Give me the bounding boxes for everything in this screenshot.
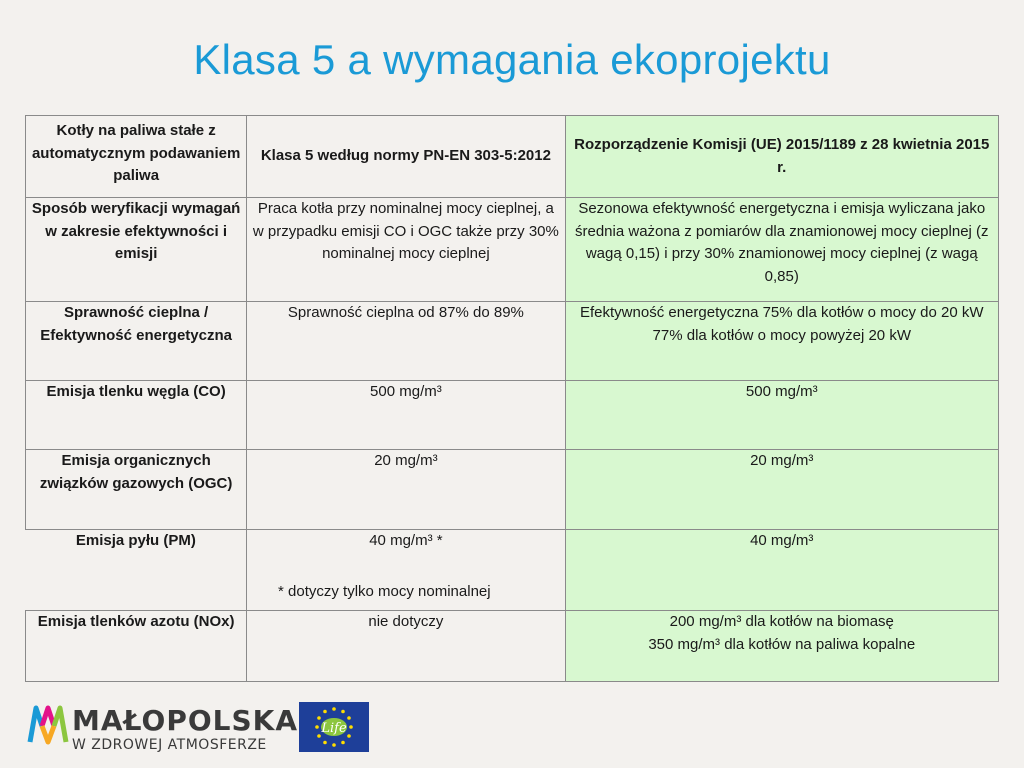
row-label: Emisja tlenku węgla (CO) [26,381,247,450]
ecodesign-line: 200 mg/m³ dla kotłów na biomasę [669,613,894,630]
table-row [26,450,999,530]
header-cell-boilers: Kotły na paliwa stałe z automatycznym podawaniem paliwa [26,116,247,198]
row-label: Sposób weryfikacji wymagań w zakresie efektywności i emisji [26,198,247,302]
table-row [26,530,999,611]
row-label: Sprawność cieplna / Efektywność energetyczna [26,302,247,381]
class5-cell: 500 mg/m³ [247,381,565,450]
ecodesign-cell: 500 mg/m³ [565,381,998,450]
class5-cell: Praca kotła przy nominalnej mocy cieplnej, a w przypadku emisji CO i OGC także przy 30% nominalnej mocy cieplnej [247,198,565,302]
row-label: Emisja organicznych związków gazowych (OGC) [26,450,247,530]
table-row [26,381,999,450]
table-row [26,611,999,682]
life-logo-text: Life [321,721,347,736]
ecodesign-cell: 20 mg/m³ [565,450,998,530]
table-row [26,302,999,381]
class5-cell: 40 mg/m³ * [247,530,565,611]
ecodesign-line: 350 mg/m³ dla kotłów na paliwa kopalne [648,635,916,653]
ecodesign-cell: 40 mg/m³ [565,530,998,611]
class5-cell: Sprawność cieplna od 87% do 89% [247,302,565,381]
header-ecodesign-text: Rozporządzenie Komisji (UE) 2015/1189 z 28 kwietnia 2015 r. [574,135,990,176]
row-label: Emisja pyłu (PM) [26,530,247,611]
malopolska-logo-icon [26,702,70,746]
class5-cell: 20 mg/m³ [247,450,565,530]
table-header-row [26,116,999,198]
ecodesign-cell: Efektywność energetyczna 75% dla kotłów o mocy do 20 kW 77% dla kotłów o mocy powyżej 20 kW [565,302,998,381]
table-row [26,198,999,302]
header-cell-ecodesign [565,116,998,198]
row-label: Emisja tlenków azotu (NOx) [26,611,247,682]
footnote: * dotyczy tylko mocy nominalnej [278,583,491,600]
ecodesign-cell [565,611,998,682]
comparison-table [25,115,999,682]
life-eu-logo-icon [299,702,369,752]
ecodesign-cell: Sezonowa efektywność energetyczna i emisja wyliczana jako średnia ważona z pomiarów dla znamionowej mocy cieplnej (z wagą 0,15) i przy 30% znamionowej mocy cieplnej (z wagą 0,85) [565,198,998,302]
class5-cell: nie dotyczy [247,611,565,682]
brand-name: MAŁOPOLSKA [72,704,299,737]
brand-tagline: W ZDROWEJ ATMOSFERZE [72,737,267,753]
header-class5-text: Klasa 5 według normy PN-EN 303-5:2012 [260,147,551,165]
slide-title: Klasa 5 a wymagania ekoprojektu [193,36,831,83]
life-logo-graphic [299,702,369,752]
header-cell-class5 [247,116,565,198]
